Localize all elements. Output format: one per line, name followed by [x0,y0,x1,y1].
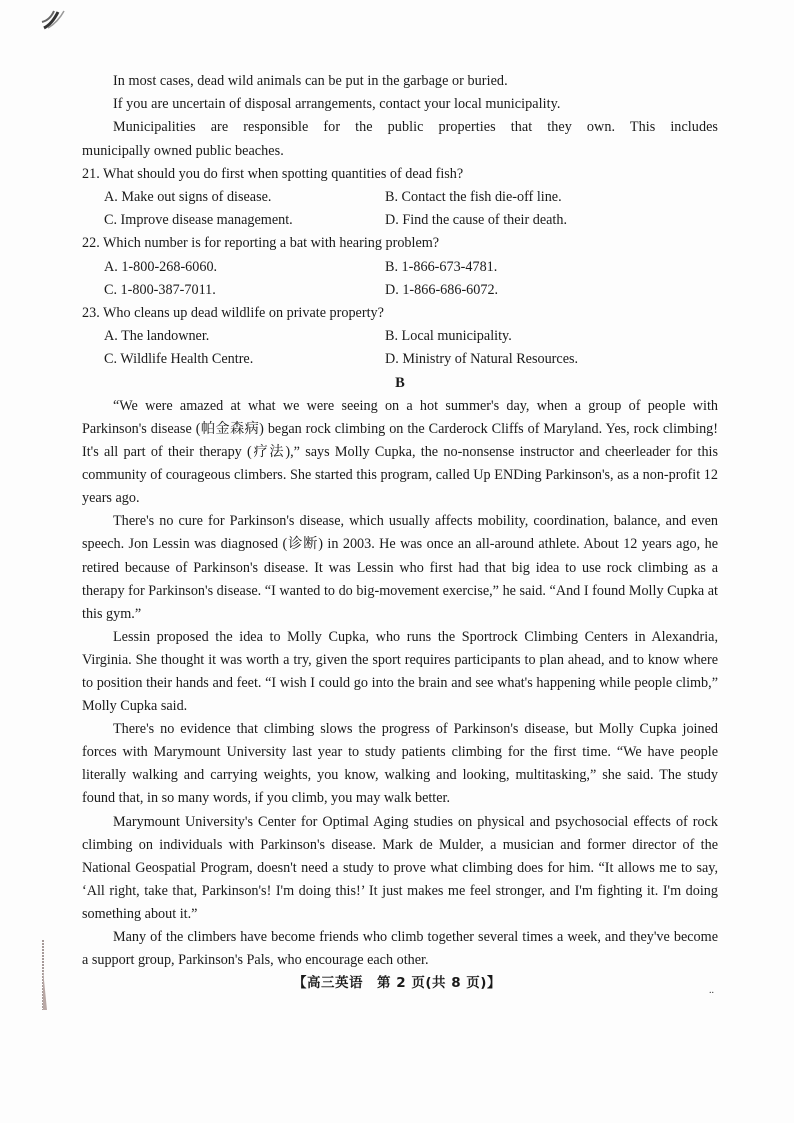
question-text: 21. What should you do first when spotting quantities of dead fish? [82,165,464,182]
passage-paragraph: Many of the climbers have become friends who climb together several times a week, and they've become a support group, Parkinson's Pals, who encourage each other. [82,929,718,969]
option-d: D. Ministry of Natural Resources. [385,351,579,368]
option-c: C. Improve disease management. [104,212,293,229]
question-text: 22. Which number is for reporting a bat with hearing problem? [82,235,440,252]
option-c: C. Wildlife Health Centre. [104,351,254,368]
intro-section [82,70,718,163]
option-a: A. Make out signs of disease. [104,189,272,206]
passage-paragraph: There's no cure for Parkinson's disease, which usually affects mobility, coordination, balance, and even speech. Jon Lessin was diagnosed (诊断) in 2003. He was once an all-around athlete. About 12 years ago, he retired because of Parkinson's disease. It was Lessin who first had that big idea to use rock climbing as a therapy for Parkinson's disease. “I wanted to do big-movement exercise,” he said. “And I found Molly Cupka at this gym.” [82,513,718,622]
section-heading: B [395,374,405,391]
passage-paragraph: Marymount University's Center for Optimal Aging studies on physical and psychosocial effects of rock climbing on individuals with Parkinson's disease. Mark de Mulder, a musician and former director of the National Geospatial Program, doesn't need a study to prove what climbing does for him. “It allows me to say, ‘All right, take that, Parkinson's! I'm doing this!’ It just makes me feel stronger, and I'm fighting it. I'm doing something about it.” [82,813,718,922]
intro-line: In most cases, dead wild animals can be put in the garbage or buried. [113,73,508,89]
passage-paragraph: There's no evidence that climbing slows the progress of Parkinson's disease, but Molly Cupka joined forces with Marymount University last year to study patients climbing for the first time. “We have people literally walking and carrying weights, you know, walking and looking, multitasking,” she said. The study found that, in so many words, if you climb, you may walk better. [82,721,718,807]
passage-paragraph: Lessin proposed the idea to Molly Cupka, who runs the Sportrock Climbing Centers in Alexandria, Virginia. She thought it was worth a try, given the sport requires participants to plan ahead, and to know where to position their hands and feet. “I wish I could go into the brain and see what's happening while people climb,” Molly Cupka said. [82,628,718,715]
corner-scan-mark-icon [40,8,70,30]
document-body [82,70,718,972]
passage-paragraph: “We were amazed at what we were seeing on a hot summer's day, when a group of people with Parkinson's disease (帕金森病) began rock climbing on the Carderock Cliffs of Maryland. Yes, rock climbing! It's all part of their therapy (疗法),” says Molly Cupka, the no-nonsense instructor and cheerleader for this community of courageous climbers. She started this program, called Up ENDing Parkinson's, as a non-profit 12 years ago. [82,397,718,507]
footer-mark: .. [709,985,714,996]
intro-line: If you are uncertain of disposal arrangements, contact your local municipality. [113,96,561,113]
passage-b [82,395,718,972]
option-b: B. 1-866-673-4781. [385,258,498,275]
option-a: A. The landowner. [104,328,210,345]
option-d: D. 1-866-686-6072. [385,281,499,298]
question-21 [82,163,718,233]
option-a: A. 1-800-268-6060. [104,258,218,275]
question-22 [82,232,718,302]
intro-line: municipally owned public beaches. [82,142,284,159]
option-b: B. Local municipality. [385,328,512,345]
option-b: B. Contact the fish die-off line. [385,189,562,206]
question-text: 23. Who cleans up dead wildlife on private property? [82,305,384,322]
page-footer: 【高三英语 第 2 页(共 8 页)】 [293,975,501,991]
question-23 [82,302,718,372]
option-d: D. Find the cause of their death. [385,212,568,229]
intro-line: Municipalities are responsible for the public properties that they own. This includes [113,119,718,136]
option-c: C. 1-800-387-7011. [104,281,216,298]
